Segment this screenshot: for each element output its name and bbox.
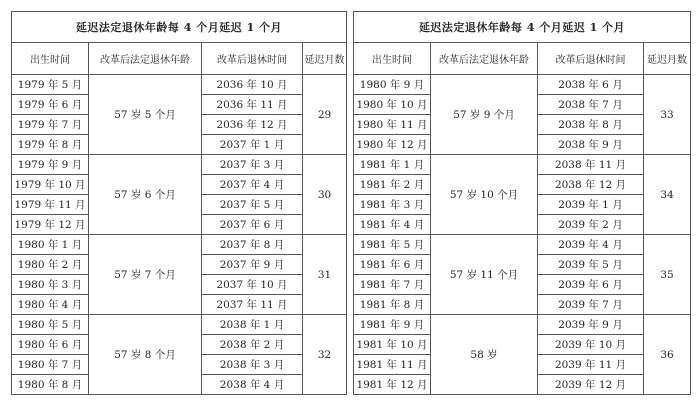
retirement-age-cell: 57 岁 6 个月 <box>89 155 202 235</box>
retirement-table-right <box>353 11 691 395</box>
retirement-time-cell: 2039 年 7 月 <box>538 295 644 315</box>
table-title: 延迟法定退休年龄每 4 个月延迟 1 个月 <box>354 12 691 43</box>
birth-cell: 1979 年 6 月 <box>12 95 89 115</box>
birth-cell: 1981 年 12 月 <box>354 375 431 395</box>
retirement-time-cell: 2038 年 3 月 <box>202 355 303 375</box>
retirement-time-cell: 2038 年 6 月 <box>538 75 644 95</box>
table-title: 延迟法定退休年龄每 4 个月延迟 1 个月 <box>12 12 347 43</box>
retirement-time-cell: 2038 年 9 月 <box>538 135 644 155</box>
retirement-age-cell: 57 岁 9 个月 <box>431 75 538 155</box>
header-retirement-age: 改革后法定退休年龄 <box>89 43 202 75</box>
retirement-time-cell: 2039 年 9 月 <box>538 315 644 335</box>
retirement-time-cell: 2038 年 8 月 <box>538 115 644 135</box>
table-row <box>12 235 347 255</box>
retirement-time-cell: 2038 年 2 月 <box>202 335 303 355</box>
retirement-age-cell: 57 岁 8 个月 <box>89 315 202 395</box>
header-retirement-time: 改革后退休时间 <box>538 43 644 75</box>
birth-cell: 1981 年 5 月 <box>354 235 431 255</box>
birth-cell: 1979 年 10 月 <box>12 175 89 195</box>
birth-cell: 1981 年 6 月 <box>354 255 431 275</box>
retirement-time-cell: 2036 年 12 月 <box>202 115 303 135</box>
retirement-age-cell: 58 岁 <box>431 315 538 395</box>
birth-cell: 1980 年 1 月 <box>12 235 89 255</box>
birth-cell: 1979 年 12 月 <box>12 215 89 235</box>
delay-months-cell: 32 <box>303 315 347 395</box>
table-row <box>354 235 691 255</box>
retirement-time-cell: 2037 年 6 月 <box>202 215 303 235</box>
retirement-time-cell: 2038 年 11 月 <box>538 155 644 175</box>
birth-cell: 1980 年 9 月 <box>354 75 431 95</box>
birth-cell: 1979 年 5 月 <box>12 75 89 95</box>
retirement-time-cell: 2038 年 7 月 <box>538 95 644 115</box>
birth-cell: 1980 年 4 月 <box>12 295 89 315</box>
birth-cell: 1980 年 12 月 <box>354 135 431 155</box>
birth-cell: 1981 年 2 月 <box>354 175 431 195</box>
birth-cell: 1981 年 4 月 <box>354 215 431 235</box>
retirement-time-cell: 2039 年 1 月 <box>538 195 644 215</box>
retirement-time-cell: 2039 年 10 月 <box>538 335 644 355</box>
delay-months-cell: 36 <box>644 315 691 395</box>
retirement-time-cell: 2037 年 3 月 <box>202 155 303 175</box>
birth-cell: 1980 年 2 月 <box>12 255 89 275</box>
header-retirement-age: 改革后法定退休年龄 <box>431 43 538 75</box>
birth-cell: 1980 年 6 月 <box>12 335 89 355</box>
birth-cell: 1981 年 11 月 <box>354 355 431 375</box>
birth-cell: 1980 年 10 月 <box>354 95 431 115</box>
birth-cell: 1980 年 5 月 <box>12 315 89 335</box>
retirement-time-cell: 2037 年 4 月 <box>202 175 303 195</box>
retirement-table-left <box>11 11 347 395</box>
delay-months-cell: 31 <box>303 235 347 315</box>
retirement-time-cell: 2037 年 11 月 <box>202 295 303 315</box>
retirement-time-cell: 2038 年 1 月 <box>202 315 303 335</box>
retirement-time-cell: 2036 年 11 月 <box>202 95 303 115</box>
birth-cell: 1981 年 10 月 <box>354 335 431 355</box>
table-row <box>354 315 691 335</box>
table-row <box>12 315 347 335</box>
table-row <box>12 75 347 95</box>
birth-cell: 1979 年 11 月 <box>12 195 89 215</box>
birth-cell: 1981 年 1 月 <box>354 155 431 175</box>
birth-cell: 1979 年 9 月 <box>12 155 89 175</box>
delay-months-cell: 29 <box>303 75 347 155</box>
retirement-time-cell: 2037 年 10 月 <box>202 275 303 295</box>
retirement-age-cell: 57 岁 10 个月 <box>431 155 538 235</box>
retirement-time-cell: 2037 年 1 月 <box>202 135 303 155</box>
birth-cell: 1979 年 8 月 <box>12 135 89 155</box>
table-row <box>12 155 347 175</box>
delay-months-cell: 33 <box>644 75 691 155</box>
retirement-time-cell: 2039 年 11 月 <box>538 355 644 375</box>
birth-cell: 1980 年 3 月 <box>12 275 89 295</box>
retirement-time-cell: 2039 年 4 月 <box>538 235 644 255</box>
header-delay-months: 延迟月数 <box>303 43 347 75</box>
retirement-time-cell: 2039 年 5 月 <box>538 255 644 275</box>
birth-cell: 1980 年 8 月 <box>12 375 89 395</box>
birth-cell: 1981 年 3 月 <box>354 195 431 215</box>
header-retirement-time: 改革后退休时间 <box>202 43 303 75</box>
delay-months-cell: 34 <box>644 155 691 235</box>
retirement-tables <box>11 11 690 407</box>
delay-months-cell: 35 <box>644 235 691 315</box>
retirement-time-cell: 2038 年 4 月 <box>202 375 303 395</box>
header-delay-months: 延迟月数 <box>644 43 691 75</box>
retirement-time-cell: 2039 年 2 月 <box>538 215 644 235</box>
header-birth-time: 出生时间 <box>354 43 431 75</box>
table-row <box>354 155 691 175</box>
birth-cell: 1981 年 7 月 <box>354 275 431 295</box>
retirement-time-cell: 2038 年 12 月 <box>538 175 644 195</box>
header-birth-time: 出生时间 <box>12 43 89 75</box>
delay-months-cell: 30 <box>303 155 347 235</box>
retirement-time-cell: 2039 年 6 月 <box>538 275 644 295</box>
birth-cell: 1980 年 7 月 <box>12 355 89 375</box>
birth-cell: 1979 年 7 月 <box>12 115 89 135</box>
retirement-time-cell: 2037 年 5 月 <box>202 195 303 215</box>
retirement-age-cell: 57 岁 7 个月 <box>89 235 202 315</box>
birth-cell: 1981 年 8 月 <box>354 295 431 315</box>
retirement-age-cell: 57 岁 11 个月 <box>431 235 538 315</box>
birth-cell: 1980 年 11 月 <box>354 115 431 135</box>
table-row <box>354 75 691 95</box>
retirement-time-cell: 2037 年 9 月 <box>202 255 303 275</box>
retirement-age-cell: 57 岁 5 个月 <box>89 75 202 155</box>
retirement-time-cell: 2039 年 12 月 <box>538 375 644 395</box>
birth-cell: 1981 年 9 月 <box>354 315 431 335</box>
retirement-time-cell: 2036 年 10 月 <box>202 75 303 95</box>
retirement-time-cell: 2037 年 8 月 <box>202 235 303 255</box>
